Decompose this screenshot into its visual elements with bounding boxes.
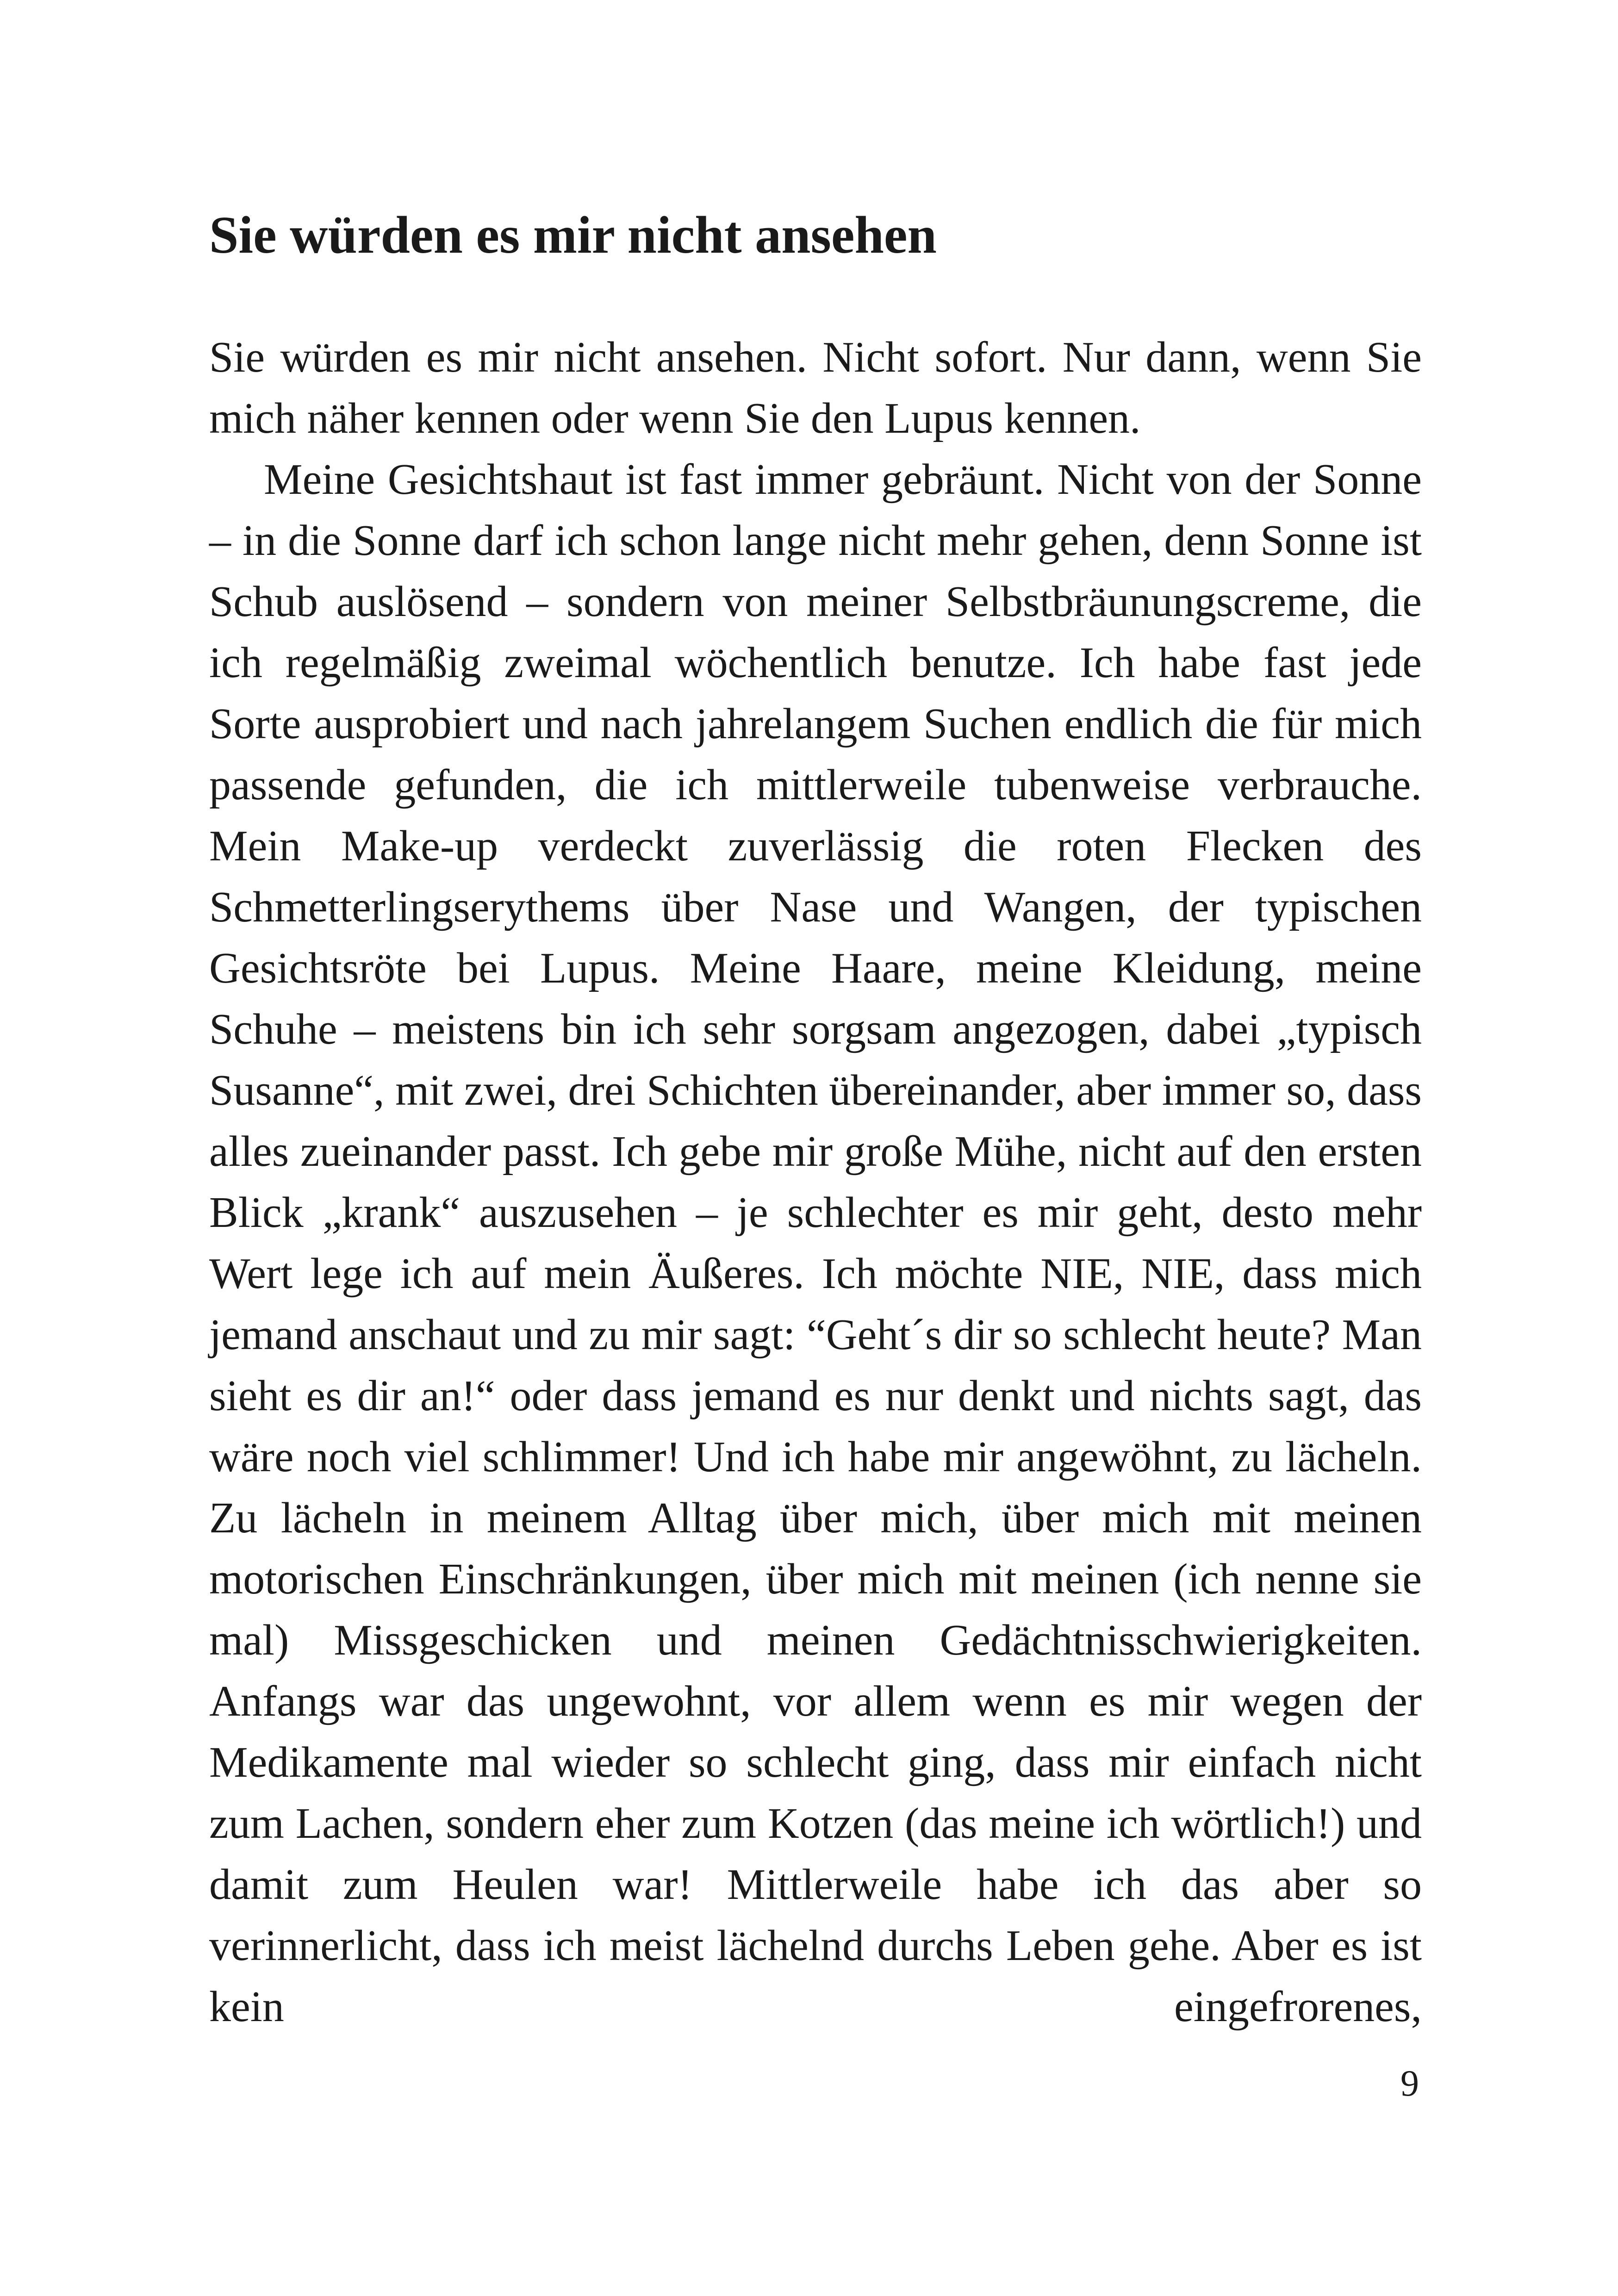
chapter-title: Sie würden es mir nicht ansehen	[209, 205, 937, 264]
body-text	[209, 327, 1422, 2037]
paragraph-1: Sie würden es mir nicht ansehen. Nicht sofort. Nur dann, wenn Sie mich näher kennen oder wenn Sie den Lupus kennen.	[209, 333, 1422, 442]
paragraph-2: Meine Gesichtshaut ist fast immer gebräunt. Nicht von der Sonne – in die Sonne darf ich schon lange nicht mehr gehen, denn Sonne ist Schub auslösend – sondern von meiner Selbstbräunungscreme, die ich regelmäßig zweimal wöchentlich benutze. Ich habe fast jede Sorte ausprobiert und nach jahrelangem Suchen endlich die für mich passende gefunden, die ich mittlerweile tubenweise verbrauche. Mein Make-up verdeckt zuverlässig die roten Flecken des Schmetterlingserythems über Nase und Wangen, der typischen Gesichtsröte bei Lupus. Meine Haare, meine Kleidung, meine Schuhe – meistens bin ich sehr sorgsam angezogen, dabei „typisch Susanne“, mit zwei, drei Schichten übereinander, aber immer so, dass alles zueinander passt. Ich gebe mir große Mühe, nicht auf den ersten Blick „krank“ auszusehen – je schlechter es mir geht, desto mehr Wert lege ich auf mein Äußeres. Ich möchte NIE, NIE, dass mich jemand anschaut und zu mir sagt: “Geht´s dir so schlecht heute? Man sieht es dir an!“ oder dass jemand es nur denkt und nichts sagt, das wäre noch viel schlimmer! Und ich habe mir angewöhnt, zu lächeln. Zu lächeln in meinem Alltag über mich, über mich mit meinen motorischen Einschränkungen, über mich mit meinen (ich nenne sie mal) Missgeschicken und meinen Gedächtnisschwierigkeiten. Anfangs war das ungewohnt, vor allem wenn es mir wegen der Medikamente mal wieder so schlecht ging, dass mir einfach nicht zum Lachen, sondern eher zum Kotzen (das meine ich wörtlich!) und damit zum Heulen war! Mittlerweile habe ich das aber so verinnerlicht, dass ich meist lächelnd durchs Leben gehe. Aber es ist kein eingefrorenes,	[209, 455, 1422, 2031]
page-number: 9	[1400, 2063, 1419, 2104]
